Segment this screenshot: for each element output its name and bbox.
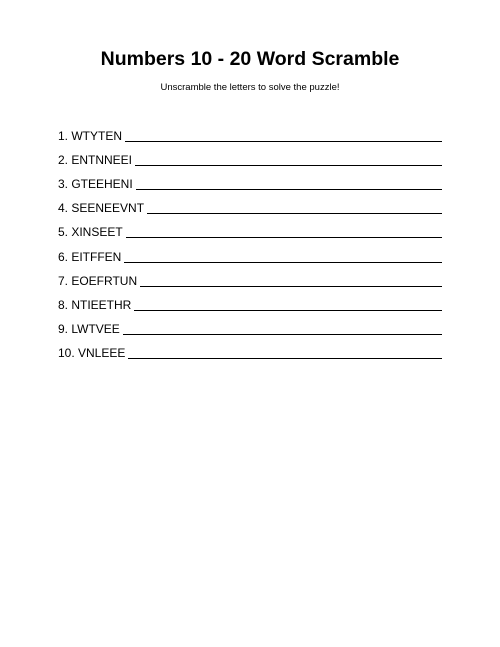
scramble-item [58,264,442,288]
scramble-item-label: 9. LWTVEE [58,321,120,336]
scramble-item-label: 6. EITFFEN [58,249,122,264]
scramble-item [58,143,442,167]
scramble-item-label: 1. WTYTEN [58,129,123,144]
scramble-item-label: 8. NTIEETHR [58,297,132,312]
scramble-item [58,288,442,312]
answer-line[interactable] [123,334,442,335]
answer-line[interactable] [124,262,442,263]
worksheet-title: Numbers 10 - 20 Word Scramble [100,48,400,70]
answer-line[interactable] [135,165,442,166]
scramble-item-label: 3. GTEEHENI [58,177,133,192]
answer-line[interactable] [147,213,442,214]
scramble-item-label: 2. ENTNNEEI [58,153,133,168]
scramble-item-label: 7. EOEFRTUN [58,273,138,288]
scramble-item [58,239,442,263]
answer-line[interactable] [140,286,442,287]
scramble-item [58,336,442,360]
answer-line[interactable] [126,237,442,238]
scramble-item-label: 10. VNLEEE [58,345,126,360]
answer-line[interactable] [125,141,442,142]
scramble-list [58,119,442,360]
scramble-item [58,191,442,215]
scramble-item [58,167,442,191]
scramble-item-label: 5. XINSEET [58,225,123,240]
scramble-item-label: 4. SEENEEVNT [58,201,145,216]
answer-line[interactable] [136,189,442,190]
scramble-item [58,312,442,336]
worksheet-instructions: Unscramble the letters to solve the puzzle! [160,82,340,93]
answer-line[interactable] [134,310,442,311]
scramble-item [58,215,442,239]
scramble-item [58,119,442,143]
answer-line[interactable] [128,358,442,359]
